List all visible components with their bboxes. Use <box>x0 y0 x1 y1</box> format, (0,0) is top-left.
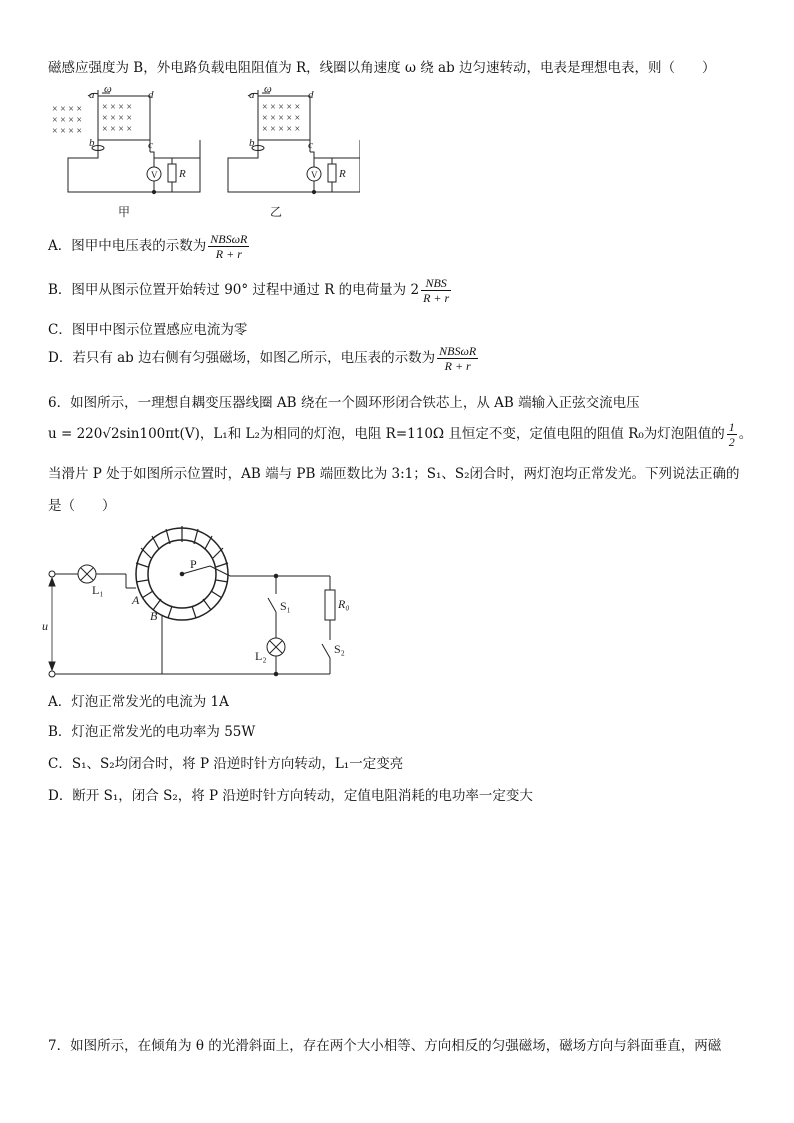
q6-line-1: 6．如图所示，一理想自耦变压器线圈 AB 绕在一个圆环形闭合铁芯上，从 AB 端输入正弦交流电压 <box>48 395 640 411</box>
fraction: $\frac{\text{NBSωR}}{R + r}$ <box>210 232 248 261</box>
r0-label: R₀ <box>338 597 350 611</box>
q6-figure <box>40 518 370 683</box>
q6-option-a: A．灯泡正常发光的电流为 1A <box>48 694 229 710</box>
svg-text:a: a <box>89 89 95 101</box>
voltmeter-label: V <box>151 170 158 180</box>
field-cross-row: × × × × <box>52 104 83 115</box>
svg-text:c: c <box>308 139 313 151</box>
svg-text:V: V <box>311 170 318 180</box>
q5-stem: 磁感应强度为 B，外电路负载电阻阻值为 R，线圈以角速度 ω 绕 ab 边匀速转动，电表是理想电表，则（ ） <box>48 60 716 76</box>
svg-text:R: R <box>339 168 346 180</box>
s1-label: S₁ <box>280 599 291 613</box>
q5-figure <box>40 86 360 226</box>
svg-text:b: b <box>249 137 255 149</box>
caption-jia: 甲 <box>118 205 131 219</box>
q7-line-1: 7．如图所示，在倾角为 θ 的光滑斜面上，存在两个大小相等、方向相反的匀强磁场，磁场方向与斜面垂直，两磁 <box>48 1038 722 1054</box>
svg-text:× × × ×: × × × × <box>102 102 133 113</box>
figure-jia <box>52 90 200 194</box>
q5-option-a: A．图甲中电压表的示数为 $\frac{\text{NBSωR}}{R + r}$ <box>48 232 248 261</box>
fraction: $\frac{\text{NBS}}{R + r}$ <box>423 276 450 305</box>
fraction: $\frac{\text{NBSωR}}{R + r}$ <box>439 344 477 373</box>
l1-label: L₁ <box>92 583 104 597</box>
svg-text:ω: ω <box>264 86 272 95</box>
q6-option-d: D．断开 S₁，闭合 S₂，将 P 沿逆时针方向转动，定值电阻消耗的电功率一定变大 <box>48 788 533 804</box>
svg-text:a: a <box>249 89 255 101</box>
q5-option-c: C．图甲中图示位置感应电流为零 <box>48 322 248 338</box>
q6-line-4: 是（ ） <box>48 498 116 514</box>
q6-option-b: B．灯泡正常发光的电功率为 55W <box>48 724 256 740</box>
resistor-label: R <box>179 168 186 180</box>
tap-a-label: A <box>132 593 140 607</box>
q6-line-3: 当滑片 P 处于如图所示位置时，AB 端与 PB 端匝数比为 3:1；S₁、S₂闭合时，两灯泡均正常发光。下列说法正确的 <box>48 466 740 482</box>
fraction: $\frac{1}{2}$ <box>728 420 735 449</box>
svg-text:× × × ×: × × × × <box>102 113 133 124</box>
svg-text:d: d <box>148 89 154 101</box>
svg-text:× × × ×: × × × × <box>102 124 133 135</box>
voltage-u-label: u <box>42 619 48 633</box>
svg-text:b: b <box>89 137 95 149</box>
svg-text:× × × ×: × × × × <box>52 115 83 126</box>
l2-label: L₂ <box>255 649 267 663</box>
caption-yi: 乙 <box>270 205 283 219</box>
svg-text:d: d <box>308 89 314 101</box>
q6-option-c: C．S₁、S₂均闭合时，将 P 沿逆时针方向转动，L₁一定变亮 <box>48 756 404 772</box>
q6-line-2: u = 220√2sin100πt(V)，L₁和 L₂为相同的灯泡，电阻 R=110Ω 且恒定不变，定值电阻的阻值 R₀为灯泡阻值的 $\frac{1}{2}$ 。 <box>48 420 753 449</box>
svg-text:× × × × ×: × × × × × <box>262 124 301 135</box>
tap-b-label: B <box>150 609 158 623</box>
field-cross-row-right: × × × × × <box>262 102 301 113</box>
svg-text:× × × ×: × × × × <box>52 126 83 137</box>
slider-p-label: P <box>190 557 197 571</box>
svg-text:× × × × ×: × × × × × <box>262 113 301 124</box>
s2-label: S₂ <box>334 642 345 656</box>
q5-option-b: B．图甲从图示位置开始转过 90° 过程中通过 R 的电荷量为 2 $\frac{\text{NBS}}{R + r}$ <box>48 276 450 305</box>
svg-text:c: c <box>148 139 153 151</box>
omega-label: ω <box>104 86 112 95</box>
q5-option-d: D．若只有 ab 边右侧有匀强磁场，如图乙所示，电压表的示数为 $\frac{\text{NBSωR}}{R + r}$ <box>48 344 477 373</box>
